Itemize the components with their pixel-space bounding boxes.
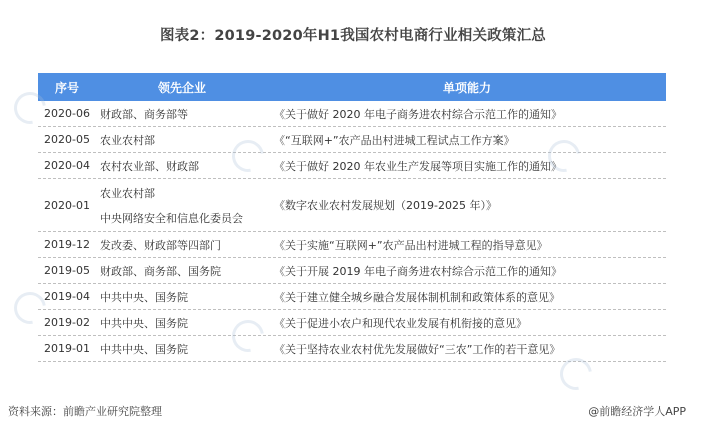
chart-title: 图表2：2019-2020年H1我国农村电商行业相关政策汇总 — [159, 28, 547, 44]
table-row — [38, 232, 666, 258]
row-policy: 《关于实施“互联网+”农产品出村进城工程的指导意见》 — [274, 238, 548, 252]
table-row — [38, 336, 666, 362]
table-row — [38, 101, 666, 127]
row-date: 2020-04 — [44, 159, 90, 172]
row-policy: 《关于开展 2019 年电子商务进农村综合示范工作的通知》 — [274, 264, 562, 278]
source-note: 资料来源：前瞻产业研究院整理 — [8, 405, 162, 418]
row-policy: 《关于做好 2020 年农业生产发展等项目实施工作的通知》 — [274, 159, 562, 173]
table-row — [38, 284, 666, 310]
table-row — [38, 179, 666, 232]
row-org: 财政部、商务部等 — [100, 107, 188, 121]
header-policy: 单项能力 — [442, 80, 491, 95]
row-date: 2019-04 — [44, 290, 90, 303]
table-row — [38, 258, 666, 284]
row-org: 农村农业部、财政部 — [100, 159, 199, 173]
row-org: 中共中央、国务院 — [100, 316, 188, 330]
row-org — [96, 179, 268, 231]
row-org: 中共中央、国务院 — [100, 290, 188, 304]
row-org-line: 中央网络安全和信息化委员会 — [100, 211, 243, 225]
row-org: 财政部、商务部、国务院 — [100, 264, 221, 278]
policy-table — [38, 73, 666, 362]
row-policy: 《“互联网+”农产品出村进城工程试点工作方案》 — [274, 133, 515, 147]
row-date: 2020-05 — [44, 133, 90, 146]
row-policy: 《关于坚持农业农村优先发展做好“三农”工作的若干意见》 — [274, 342, 561, 356]
row-date: 2019-02 — [44, 316, 90, 329]
row-policy: 《关于建立健全城乡融合发展体制机制和政策体系的意见》 — [274, 290, 560, 304]
table-row — [38, 153, 666, 179]
row-org: 农业农村部 — [100, 133, 155, 147]
row-policy: 《关于促进小农户和现代农业发展有机衔接的意见》 — [274, 316, 527, 330]
row-org-line: 农业农村部 — [100, 186, 155, 200]
row-policy: 《关于做好 2020 年电子商务进农村综合示范工作的通知》 — [274, 107, 562, 121]
credit-note: @前瞻经济学人APP — [588, 405, 686, 418]
row-date: 2019-12 — [44, 238, 90, 251]
table-row — [38, 310, 666, 336]
table-header — [38, 73, 666, 101]
header-org: 领先企业 — [157, 80, 206, 95]
header-date: 序号 — [54, 80, 79, 95]
row-date: 2020-01 — [44, 198, 90, 212]
row-org: 发改委、财政部等四部门 — [100, 238, 221, 252]
row-org: 中共中央、国务院 — [100, 342, 188, 356]
row-date: 2019-05 — [44, 264, 90, 277]
row-date: 2019-01 — [44, 342, 90, 355]
table-row — [38, 127, 666, 153]
row-policy: 《数字农业农村发展规划（2019-2025 年）》 — [274, 199, 497, 212]
row-date: 2020-06 — [44, 107, 90, 120]
